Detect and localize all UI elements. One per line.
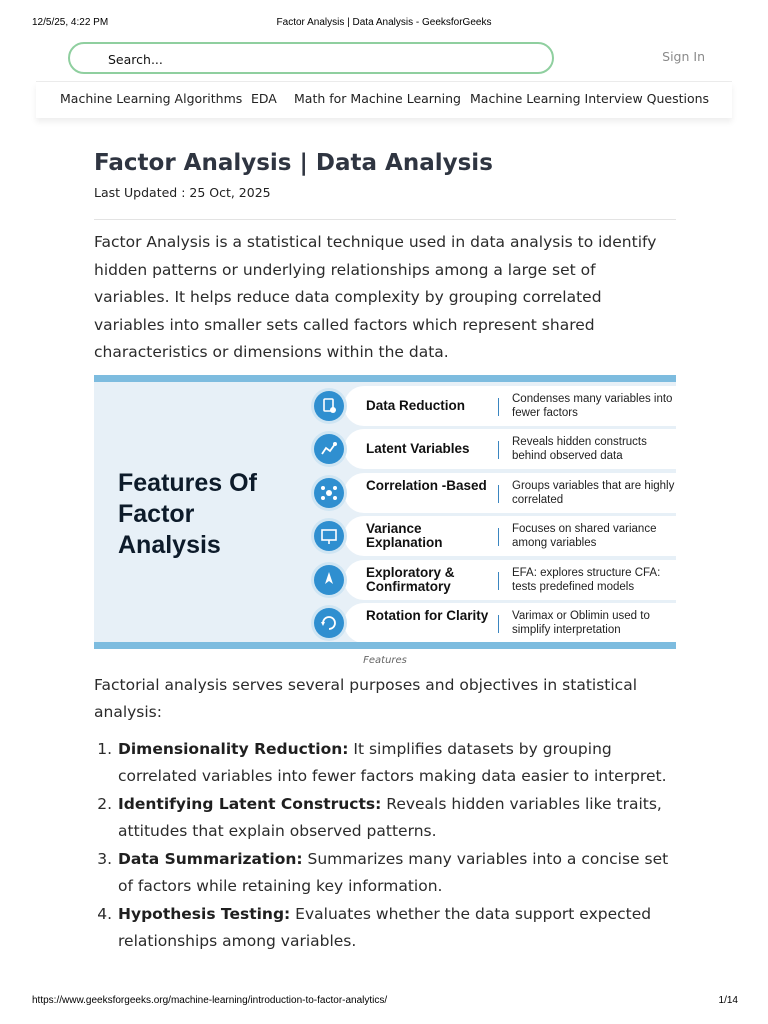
figure-heading [118,468,288,561]
top-bar [36,40,732,82]
nav-item-eda[interactable]: EDA [251,91,277,106]
feature-name: Exploratory & Confirmatory [366,564,455,594]
print-header [0,17,768,31]
category-nav [36,82,732,118]
last-updated: Last Updated : 25 Oct, 2025 [94,185,271,200]
print-timestamp: 12/5/25, 4:22 PM [32,17,109,28]
feature-name: Data Reduction [366,397,466,413]
presentation-board-icon [314,521,344,551]
purpose-intro: Factorial analysis serves several purposes and objectives in statistical analysis: [94,675,638,721]
list-item [117,791,676,846]
list-item-text: It simplifies datasets by grouping correlated variables into fewer factors making data easier to interpret. [118,739,667,785]
feature-row [310,603,676,643]
list-item-text: Reveals hidden variables like traits, attitudes that explain observed patterns. [118,794,662,840]
list-item-term: Dimensionality Reduction: [118,739,349,758]
feature-row [310,429,676,469]
figure-caption: Features [363,654,407,666]
feature-desc: Groups variables that are highly correlated [512,479,675,506]
search-input[interactable] [108,50,528,68]
features-figure [94,375,676,649]
intro-paragraph: Factor Analysis is a statistical technique used in data analysis to identify hidden patterns or underlying relationships among a large set of variables. It helps reduce data complexity by grouping correlated variables into smaller sets called factors which represent shared characteristics or dimensions within the data. [94,233,657,361]
feature-row [310,473,676,513]
feature-desc: EFA: explores structure CFA: tests predefined models [512,566,661,593]
feature-list [310,386,676,648]
list-item [117,901,676,956]
feature-row [310,560,676,600]
feature-name: Variance Explanation [366,521,443,551]
print-tab-title: Factor Analysis | Data Analysis - GeeksforGeeks [276,17,492,28]
nav-item-ml-algorithms[interactable]: Machine Learning Algorithms [60,91,243,106]
feature-desc: Focuses on shared variance among variables [512,523,657,550]
cluster-nodes-icon [314,478,344,508]
sign-in-link[interactable]: Sign In [662,49,705,64]
print-page-number: 1/14 [718,995,738,1006]
list-item [117,846,676,901]
feature-row [310,516,676,556]
feature-desc: Reveals hidden constructs behind observed data [512,436,647,463]
article [94,146,676,956]
print-url: https://www.geeksforgeeks.org/machine-learning/introduction-to-factor-analytics/ [32,995,388,1006]
nav-item-ml-interview-questions[interactable]: Machine Learning Interview Questions [470,91,710,106]
rotate-arrows-icon [314,608,344,638]
list-item-text: Evaluates whether the data support expected relationships among variables. [118,904,652,950]
list-item-term: Data Summarization: [118,849,303,868]
list-item [117,736,676,791]
figure-heading-line: Features Of [118,468,257,497]
list-item-term: Hypothesis Testing: [118,904,291,923]
feature-desc: Varimax or Oblimin used to simplify interpretation [512,610,650,637]
page-title: Factor Analysis | Data Analysis [94,150,493,176]
figure-heading-line: Factor [118,499,195,528]
nav-item-math-for-ml[interactable]: Math for Machine Learning [294,91,461,106]
list-item-text: Summarizes many variables into a concise set of factors while retaining key information. [118,849,669,895]
feature-desc: Condenses many variables into fewer factors [512,392,673,419]
print-footer [0,995,768,1009]
chart-network-icon [314,434,344,464]
feature-name: Rotation for Clarity [366,608,489,624]
feature-name: Correlation -Based [366,477,487,493]
divider [94,219,676,220]
feature-name: Latent Variables [366,441,470,457]
search-box[interactable] [68,42,554,74]
list-item-term: Identifying Latent Constructs: [118,794,382,813]
compass-check-icon [314,565,344,595]
figure-heading-line: Analysis [118,530,221,559]
purpose-list [94,736,676,956]
feature-row [310,386,676,426]
document-chart-icon [314,391,344,421]
